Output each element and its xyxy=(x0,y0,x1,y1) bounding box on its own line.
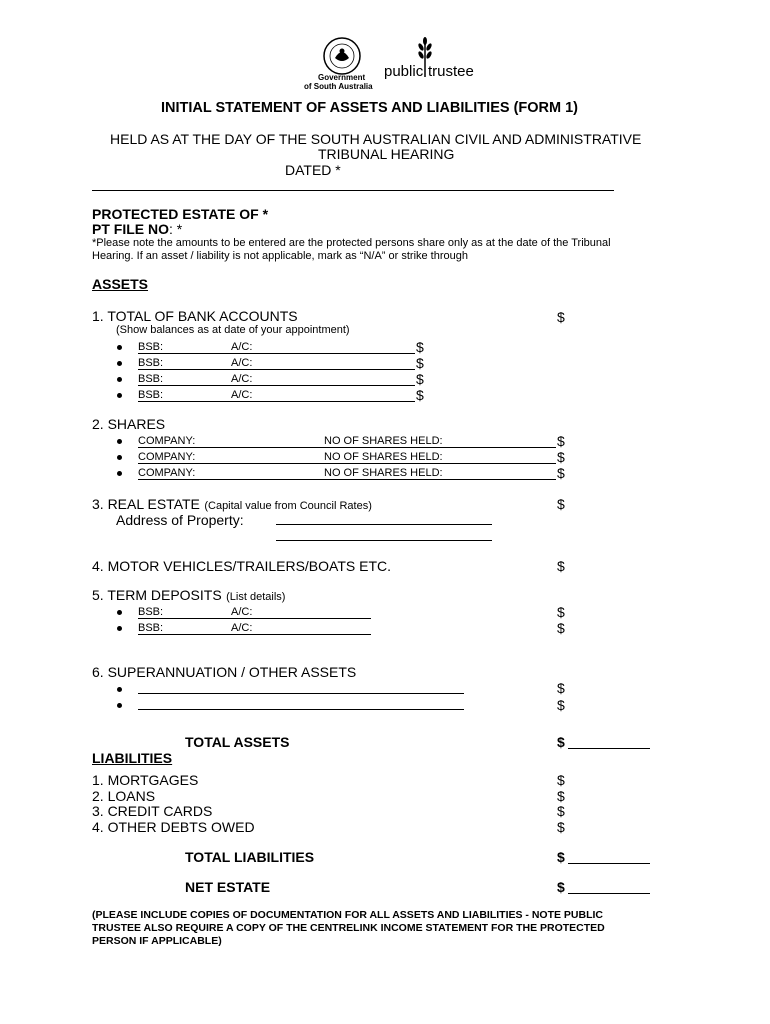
ac-label: A/C: xyxy=(231,357,253,369)
shares-title: 2. SHARES xyxy=(92,416,166,432)
dated-line xyxy=(92,190,614,191)
bsb-label: BSB: xyxy=(138,622,164,634)
dollar-sign: $ xyxy=(557,620,565,636)
term-deposits-row xyxy=(92,587,285,605)
dollar-sign: $ xyxy=(557,788,565,804)
bank-field-line[interactable] xyxy=(138,401,415,402)
shares-held-label: NO OF SHARES HELD: xyxy=(324,435,443,447)
real-estate-title: 3. REAL ESTATE xyxy=(92,496,200,512)
dollar-sign: $ xyxy=(416,371,424,387)
dollar-sign: $ xyxy=(557,697,565,713)
ac-label: A/C: xyxy=(231,389,253,401)
pt-file-label: PT FILE NO xyxy=(92,221,169,237)
ac-label: A/C: xyxy=(231,622,253,634)
gov-line1: Government xyxy=(318,73,366,82)
company-label: COMPANY: xyxy=(138,451,196,463)
protected-estate-label: PROTECTED ESTATE OF * xyxy=(92,206,269,222)
dollar-sign: $ xyxy=(557,772,565,788)
dollar-sign: $ xyxy=(557,680,565,696)
footer-line-3: PERSON IF APPLICABLE) xyxy=(92,935,222,947)
term-deposits-title: 5. TERM DEPOSITS xyxy=(92,587,222,603)
address-label: Address of Property: xyxy=(116,512,244,528)
ac-label: A/C: xyxy=(231,373,253,385)
held-line-2: TRIBUNAL HEARING xyxy=(318,146,455,162)
motor-dollar: $ xyxy=(557,558,565,574)
note-line-1: *Please note the amounts to be entered are the protected persons share only as at the date of the Tribunal xyxy=(92,237,611,249)
liabilities-heading: LIABILITIES xyxy=(92,750,173,766)
term-deposits-note: (List details) xyxy=(226,591,286,603)
real-estate-note: (Capital value from Council Rates) xyxy=(204,500,372,512)
trustee-logo-right: trustee xyxy=(428,63,474,80)
net-estate-label: NET ESTATE xyxy=(185,879,271,895)
bsb-label: BSB: xyxy=(138,606,164,618)
sa-crest-icon xyxy=(322,36,362,76)
total-assets-dollar: $ xyxy=(557,734,565,750)
share-field-line[interactable] xyxy=(138,463,556,464)
dollar-sign: $ xyxy=(416,355,424,371)
address-line-2[interactable] xyxy=(276,540,492,541)
real-estate-dollar: $ xyxy=(557,496,565,512)
dollar-sign: $ xyxy=(416,339,424,355)
page-title: INITIAL STATEMENT OF ASSETS AND LIABILITIES (FORM 1) xyxy=(161,100,579,116)
super-field-line[interactable] xyxy=(138,709,464,710)
dollar-sign: $ xyxy=(557,449,565,465)
bank-total-dollar: $ xyxy=(557,309,565,325)
total-liabilities-line[interactable] xyxy=(568,863,650,864)
dollar-sign: $ xyxy=(557,604,565,620)
motor-vehicles-title: 4. MOTOR VEHICLES/TRAILERS/BOATS ETC. xyxy=(92,558,391,574)
liability-item: 2. LOANS xyxy=(92,788,156,804)
liability-item: 3. CREDIT CARDS xyxy=(92,803,213,819)
gov-line2: of South Australia xyxy=(304,82,373,91)
net-estate-dollar: $ xyxy=(557,879,565,895)
held-line-1: HELD AS AT THE DAY OF THE SOUTH AUSTRALIAN CIVIL AND ADMINISTRATIVE xyxy=(110,131,642,147)
bank-field-line[interactable] xyxy=(138,385,415,386)
total-liabilities-dollar: $ xyxy=(557,849,565,865)
dollar-sign: $ xyxy=(557,465,565,481)
assets-heading: ASSETS xyxy=(92,276,149,292)
bank-field-line[interactable] xyxy=(138,353,415,354)
dollar-sign: $ xyxy=(557,433,565,449)
share-field-line[interactable] xyxy=(138,447,556,448)
pt-file-suffix: : * xyxy=(169,221,183,237)
share-field-line[interactable] xyxy=(138,479,556,480)
shares-held-label: NO OF SHARES HELD: xyxy=(324,451,443,463)
superannuation-title: 6. SUPERANNUATION / OTHER ASSETS xyxy=(92,664,357,680)
address-line-1[interactable] xyxy=(276,524,492,525)
total-assets-label: TOTAL ASSETS xyxy=(185,734,290,750)
bank-note: (Show balances as at date of your appointment) xyxy=(116,324,350,336)
total-liabilities-label: TOTAL LIABILITIES xyxy=(185,849,315,865)
bsb-label: BSB: xyxy=(138,373,164,385)
pt-file-row xyxy=(92,221,182,237)
note-line-2: Hearing. If an asset / liability is not applicable, mark as “N/A” or strike through xyxy=(92,250,468,262)
bank-field-line[interactable] xyxy=(138,369,415,370)
footer-line-2: TRUSTEE ALSO REQUIRE A COPY OF THE CENTRELINK INCOME STATEMENT FOR THE PROTECTED xyxy=(92,922,605,934)
bank-accounts-title: 1. TOTAL OF BANK ACCOUNTS xyxy=(92,308,298,324)
footer-line-1: (PLEASE INCLUDE COPIES OF DOCUMENTATION FOR ALL ASSETS AND LIABILITIES - NOTE PUBLIC xyxy=(92,909,604,921)
bsb-label: BSB: xyxy=(138,357,164,369)
bsb-label: BSB: xyxy=(138,389,164,401)
term-field-line[interactable] xyxy=(138,618,371,619)
dollar-sign: $ xyxy=(557,819,565,835)
dated-label: DATED * xyxy=(285,162,341,178)
shares-held-label: NO OF SHARES HELD: xyxy=(324,467,443,479)
super-field-line[interactable] xyxy=(138,693,464,694)
trustee-logo-left: public xyxy=(384,63,424,80)
ac-label: A/C: xyxy=(231,606,253,618)
bsb-label: BSB: xyxy=(138,341,164,353)
net-estate-line[interactable] xyxy=(568,893,650,894)
liability-item: 4. OTHER DEBTS OWED xyxy=(92,819,255,835)
dollar-sign: $ xyxy=(416,387,424,403)
term-field-line[interactable] xyxy=(138,634,371,635)
dollar-sign: $ xyxy=(557,803,565,819)
company-label: COMPANY: xyxy=(138,435,196,447)
total-assets-line[interactable] xyxy=(568,748,650,749)
liability-item: 1. MORTGAGES xyxy=(92,772,199,788)
company-label: COMPANY: xyxy=(138,467,196,479)
ac-label: A/C: xyxy=(231,341,253,353)
